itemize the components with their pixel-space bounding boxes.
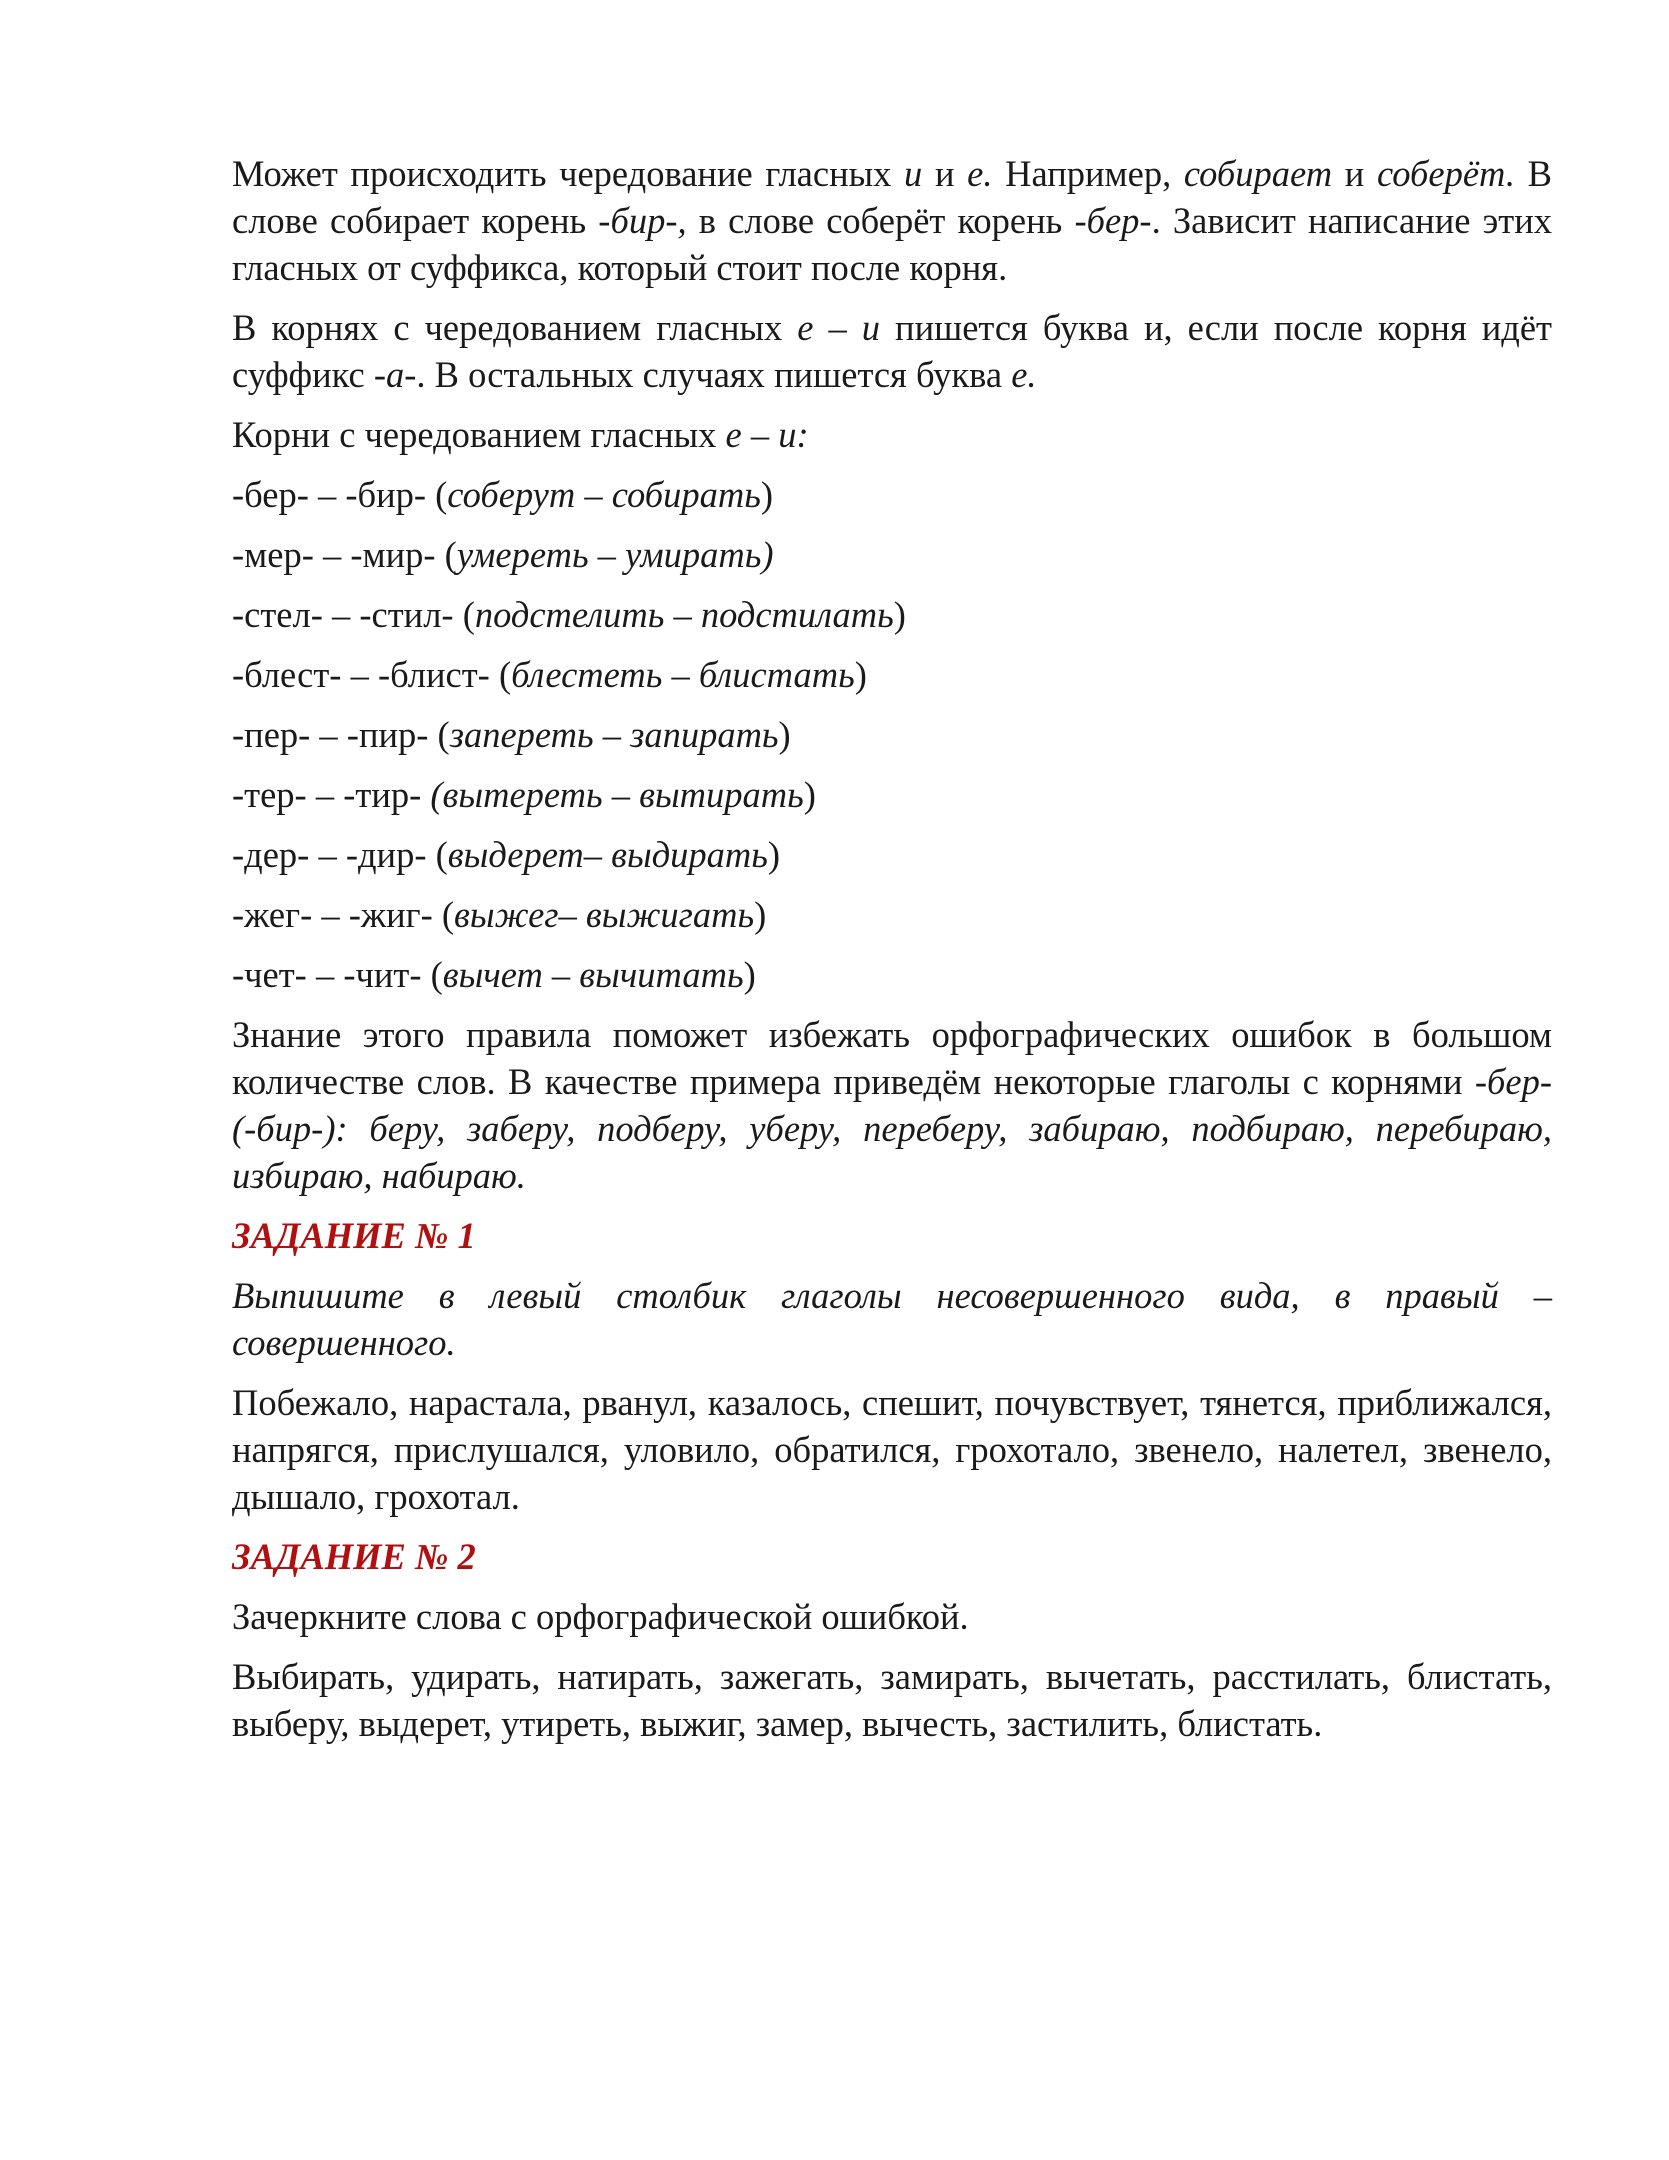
text-segment: в слове соберёт корень - <box>686 200 1087 241</box>
text-segment: В корнях с чередованием гласных <box>232 307 798 348</box>
italic-segment: е – и: <box>725 414 809 455</box>
task2-instruction: Зачеркните слова с орфографической ошибкой. <box>232 1596 969 1637</box>
italic-segment: а- <box>385 354 417 395</box>
roots-list <box>232 471 1552 998</box>
text-segment: Может происходить чередование гласных <box>232 153 905 194</box>
text-segment: Знание этого правила поможет избежать орфографических ошибок в большом количестве слов. В качестве примера приведём некоторые глаголы с корнями - <box>232 1014 1552 1102</box>
root-pair: -дер- – -дир- ( <box>232 834 448 875</box>
roots-title <box>232 411 1552 458</box>
root-example: подстелить – подстилать <box>474 594 894 635</box>
root-example: запереть – запирать <box>449 714 779 755</box>
root-pair: -стел- – -стил- ( <box>232 594 475 635</box>
root-close: ) <box>803 774 816 815</box>
italic-segment: бер- <box>1086 200 1152 241</box>
root-example: умереть – умирать) <box>456 534 774 575</box>
task1-words: Побежало, нарастала, рванул, казалось, спешит, почувствует, тянется, приближался, напрягся, прислушался, уловило, обратился, грохотало, звенело, налетел, звенело, дышало, грохотал. <box>232 1382 1552 1517</box>
root-close: ) <box>767 834 781 875</box>
root-close: ) <box>743 954 756 995</box>
text-segment: . В остальных случаях пишется буква <box>416 354 1012 395</box>
task2-heading: ЗАДАНИЕ № 2 <box>232 1536 476 1577</box>
root-pair: -бер- – -бир- ( <box>232 474 448 515</box>
root-item <box>232 951 1552 998</box>
root-item <box>232 591 1552 638</box>
italic-segment: е. <box>1011 354 1037 395</box>
root-example: выдерет– выдирать <box>447 834 768 875</box>
rule-paragraph <box>232 304 1552 398</box>
task2-words: Выбирать, удирать, натирать, зажегать, замирать, вычетать, расстилать, блистать, выберу, выдерет, утиреть, выжиг, замер, вычесть, застилить, блистать. <box>232 1656 1552 1744</box>
intro-paragraph <box>232 150 1552 291</box>
root-item <box>232 531 1552 578</box>
text-segment: В слове собирает корень - <box>232 153 1552 241</box>
text-segment: и <box>922 153 968 194</box>
root-pair: -чет- – -чит- ( <box>232 954 443 995</box>
root-pair: -мер- – -мир- ( <box>232 534 457 575</box>
root-example: (вытереть – вытирать <box>430 774 804 815</box>
knowledge-paragraph <box>232 1011 1552 1199</box>
text-segment: Корни с чередованием гласных <box>232 414 726 455</box>
root-example: блестеть – блистать <box>511 654 855 695</box>
text-segment: и <box>1332 153 1377 194</box>
root-close: ) <box>893 594 906 635</box>
root-example: выжег– выжигать <box>454 894 755 935</box>
root-pair: -тер- – -тир- <box>232 774 431 815</box>
root-item <box>232 711 1552 758</box>
root-item <box>232 471 1552 518</box>
italic-segment: е. <box>967 153 993 194</box>
root-close: ) <box>754 894 767 935</box>
root-close: ) <box>760 474 774 515</box>
root-item <box>232 771 1552 818</box>
root-item <box>232 891 1552 938</box>
italic-segment: бир-, <box>610 200 687 241</box>
task1-heading: ЗАДАНИЕ № 1 <box>232 1215 476 1256</box>
root-close: ) <box>778 714 791 755</box>
italic-segment: собирает <box>1183 153 1333 194</box>
italic-segment: е – и <box>797 307 881 348</box>
text-segment: Например, <box>992 153 1184 194</box>
root-pair: -пер- – -пир- ( <box>232 714 450 755</box>
text-segment: . Зависит написание этих гласных от суффикса, который стоит после корня. <box>232 200 1552 288</box>
document-page <box>232 150 1552 1760</box>
text-segment: пишется буква и, если после корня идёт суффикс - <box>232 307 1553 395</box>
root-item <box>232 651 1552 698</box>
italic-segment: бер- (-бир-): беру, заберу, подберу, уберу, переберу, забираю, подбираю, перебираю, избираю, набираю. <box>232 1061 1552 1196</box>
root-pair: -блест- – -блист- ( <box>232 654 512 695</box>
root-item <box>232 831 1552 878</box>
root-example: вычет – вычитать <box>442 954 744 995</box>
root-example: соберут – собирать <box>447 474 761 515</box>
task1-instruction: Выпишите в левый столбик глаголы несовершенного вида, в правый – совершенного. <box>232 1275 1552 1363</box>
italic-segment: соберёт. <box>1376 153 1515 194</box>
root-pair: -жег- – -жиг- ( <box>232 894 455 935</box>
italic-segment: и <box>904 153 923 194</box>
root-close: ) <box>854 654 867 695</box>
